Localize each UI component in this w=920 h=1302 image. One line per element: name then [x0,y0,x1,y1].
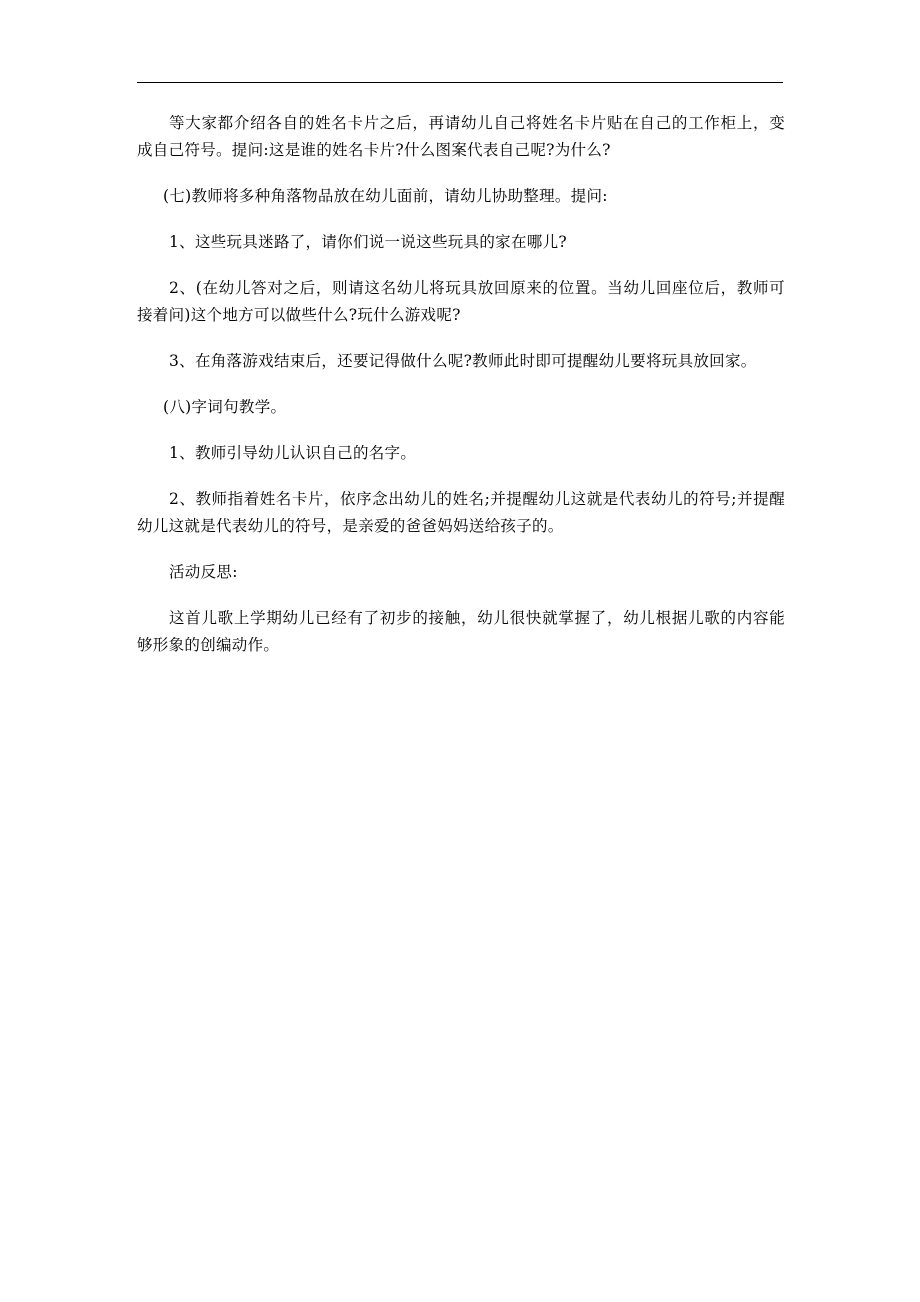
list-item-teaching-1: 1、教师引导幼儿认识自己的名字。 [169,444,417,462]
document-body [137,110,785,678]
header-rule [137,82,783,83]
paragraph-intro: 等大家都介绍各自的姓名卡片之后，再请幼儿自己将姓名卡片贴在自己的工作柜上，变成自己符号。提问:这是谁的姓名卡片?什么图案代表自己呢?为什么? [137,114,785,159]
section-heading-seven: (七)教师将多种角落物品放在幼儿面前，请幼儿协助整理。提问: [163,187,608,205]
paragraph-reflection: 这首儿歌上学期幼儿已经有了初步的接触，幼儿很快就掌握了，幼儿根据儿歌的内容能够形象的创编动作。 [137,609,785,654]
section-heading-reflection: 活动反思: [169,563,238,581]
list-item-question-3: 3、在角落游戏结束后，还要记得做什么呢?教师此时即可提醒幼儿要将玩具放回家。 [169,352,757,370]
list-item-question-2: 2、(在幼儿答对之后，则请这名幼儿将玩具放回原来的位置。当幼儿回座位后，教师可接着问)这个地方可以做些什么?玩什么游戏呢? [137,279,785,324]
section-heading-eight: (八)字词句教学。 [163,398,287,416]
list-item-teaching-2: 2、教师指着姓名卡片，依序念出幼儿的姓名;并提醒幼儿这就是代表幼儿的符号;并提醒幼儿这就是代表幼儿的符号，是亲爱的爸爸妈妈送给孩子的。 [137,490,785,535]
list-item-question-1: 1、这些玩具迷路了，请你们说一说这些玩具的家在哪儿? [169,233,567,251]
